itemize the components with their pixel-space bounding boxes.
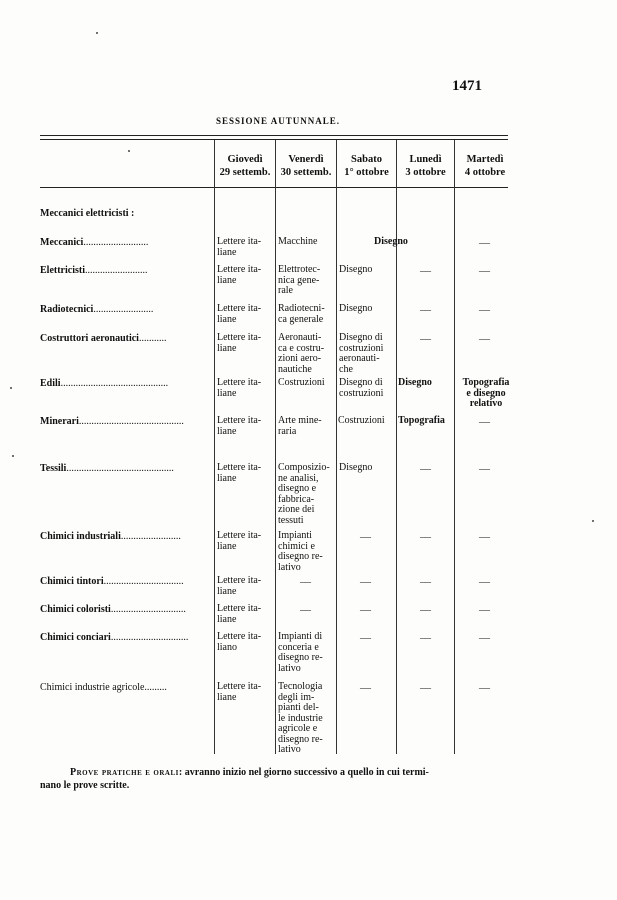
- cell-lunedi: —: [420, 333, 431, 345]
- cell-venerdi: Impianti di conceria e disegno re- lativo: [278, 631, 323, 674]
- cell-giovedi: Lettere ita- liane: [217, 303, 262, 325]
- header-rule-top: [40, 135, 508, 136]
- cell-lunedi: Topografia: [398, 415, 445, 426]
- footnote-lead: Prove pratiche e orali: [70, 767, 179, 778]
- column-day: Giovedì: [227, 154, 263, 165]
- row-label: Elettricisti.........................: [40, 265, 148, 276]
- cell-sabato: —: [360, 531, 371, 543]
- running-head: SESSIONE AUTUNNALE.: [216, 116, 341, 126]
- column-day: Venerdì: [288, 154, 324, 165]
- row-label: Costruttori aeronautici...........: [40, 333, 167, 344]
- row-label: Radiotecnici........................: [40, 304, 154, 315]
- row-label: Tessili...........................................: [40, 463, 174, 474]
- cell-lunedi: —: [420, 604, 431, 616]
- scan-speck: [10, 387, 12, 389]
- cell-sabato: Costruzioni: [338, 415, 385, 426]
- scan-speck: [128, 150, 130, 152]
- row-label: Chimici industriali........................: [40, 531, 181, 542]
- cell-sabato: —: [360, 632, 371, 644]
- row-label: Edili...........................................: [40, 378, 169, 389]
- cell-venerdi: Composizio- ne analisi, disegno e fabbrica- zione dei tessuti: [278, 462, 330, 526]
- cell-venerdi: —: [300, 576, 311, 588]
- group-heading: Meccanici elettricisti :: [40, 208, 135, 219]
- column-heading-3: [337, 153, 396, 179]
- cell-giovedi: Lettere ita- liane: [217, 603, 262, 625]
- cell-giovedi: Lettere ita- liane: [217, 575, 262, 597]
- cell-lunedi: —: [420, 304, 431, 316]
- row-label: Chimici coloristi..............................: [40, 604, 186, 615]
- cell-lunedi: —: [420, 463, 431, 475]
- footnote-text: : avranno inizio nel giorno successivo a quello in cui termi- nano le prove scritte.: [40, 767, 429, 791]
- cell-giovedi: Lettere ita- liane: [217, 236, 262, 258]
- cell-sabato: Disegno: [339, 264, 373, 275]
- column-heading-5: [455, 153, 515, 179]
- footnote: [40, 766, 510, 792]
- row-label: Minerari..........................................: [40, 416, 184, 427]
- column-date: 3 ottobre: [405, 167, 446, 178]
- cell-venerdi: Elettrotec- nica gene- rale: [278, 264, 321, 296]
- column-rule-5: [454, 140, 455, 754]
- cell-sabato: —: [360, 682, 371, 694]
- row-label: Meccanici..........................: [40, 237, 149, 248]
- cell-giovedi: Lettere ita- liane: [217, 415, 262, 437]
- cell-venerdi: Costruzioni: [278, 377, 325, 388]
- cell-sabato: —: [360, 576, 371, 588]
- column-date: 30 settemb.: [280, 167, 332, 178]
- page-number: 1471: [452, 78, 482, 94]
- column-heading-1: [215, 153, 275, 179]
- column-rule-4: [396, 140, 397, 754]
- row-label: Chimici conciari...............................: [40, 632, 189, 643]
- column-day: Lunedì: [409, 154, 442, 165]
- cell-martedi: —: [479, 333, 490, 345]
- column-heading-4: [397, 153, 454, 179]
- header-rule-bottom: [40, 187, 508, 188]
- cell-martedi: —: [479, 416, 490, 428]
- cell-martedi: —: [479, 682, 490, 694]
- column-date: 29 settemb.: [219, 167, 271, 178]
- cell-lunedi: —: [420, 531, 431, 543]
- scan-speck: [12, 455, 14, 457]
- cell-martedi: —: [479, 265, 490, 277]
- cell-martedi: —: [479, 304, 490, 316]
- row-label: Chimici tintori................................: [40, 576, 184, 587]
- cell-giovedi: Lettere ita- liane: [217, 332, 262, 354]
- cell-martedi: —: [479, 237, 490, 249]
- cell-sabato: Disegno di costruzioni: [339, 377, 384, 399]
- cell-venerdi: Radiotecni- ca generale: [278, 303, 325, 325]
- column-rule-1: [214, 140, 215, 754]
- column-rule-2: [275, 140, 276, 754]
- cell-sabato-lunedi-span: Disegno: [374, 236, 408, 247]
- scan-speck: [96, 32, 98, 34]
- cell-giovedi: Lettere ita- liane: [217, 377, 262, 399]
- cell-giovedi: Lettere ita- liane: [217, 681, 262, 703]
- cell-venerdi: Impianti chimici e disegno re- lativo: [278, 530, 323, 573]
- cell-martedi: Topografia e disegno relativo: [462, 377, 510, 409]
- cell-giovedi: Lettere ita- liano: [217, 631, 262, 653]
- column-day: Martedì: [466, 154, 504, 165]
- cell-martedi: —: [479, 632, 490, 644]
- cell-venerdi: Arte mine- raria: [278, 415, 322, 437]
- cell-lunedi: Disegno: [398, 377, 432, 388]
- cell-martedi: —: [479, 463, 490, 475]
- column-date: 1° ottobre: [344, 167, 389, 178]
- cell-lunedi: —: [420, 576, 431, 588]
- cell-giovedi: Lettere ita- liane: [217, 530, 262, 552]
- cell-martedi: —: [479, 531, 490, 543]
- cell-sabato: Disegno: [339, 303, 373, 314]
- cell-venerdi: Aeronauti- ca e costru- zioni aero- nautiche: [278, 332, 325, 375]
- header-rule-double: [40, 139, 508, 140]
- cell-sabato: —: [360, 604, 371, 616]
- cell-giovedi: Lettere ita- liane: [217, 462, 262, 484]
- column-day: Sabato: [351, 154, 382, 165]
- cell-venerdi: Tecnologia degli im- pianti del- le industrie agricole e disegno re- lativo: [278, 681, 323, 755]
- column-heading-2: [276, 153, 336, 179]
- cell-venerdi: —: [300, 604, 311, 616]
- cell-lunedi: —: [420, 682, 431, 694]
- cell-sabato: Disegno: [339, 462, 373, 473]
- cell-giovedi: Lettere ita- liane: [217, 264, 262, 286]
- cell-lunedi: —: [420, 632, 431, 644]
- cell-martedi: —: [479, 576, 490, 588]
- column-date: 4 ottobre: [464, 167, 506, 178]
- row-label: Chimici industrie agricole.........: [40, 682, 167, 693]
- scan-speck: [592, 520, 594, 522]
- column-rule-3: [336, 140, 337, 754]
- cell-martedi: —: [479, 604, 490, 616]
- cell-lunedi: —: [420, 265, 431, 277]
- cell-venerdi: Macchine: [278, 236, 318, 247]
- cell-sabato: Disegno di costruzioni aeronauti- che: [339, 332, 384, 375]
